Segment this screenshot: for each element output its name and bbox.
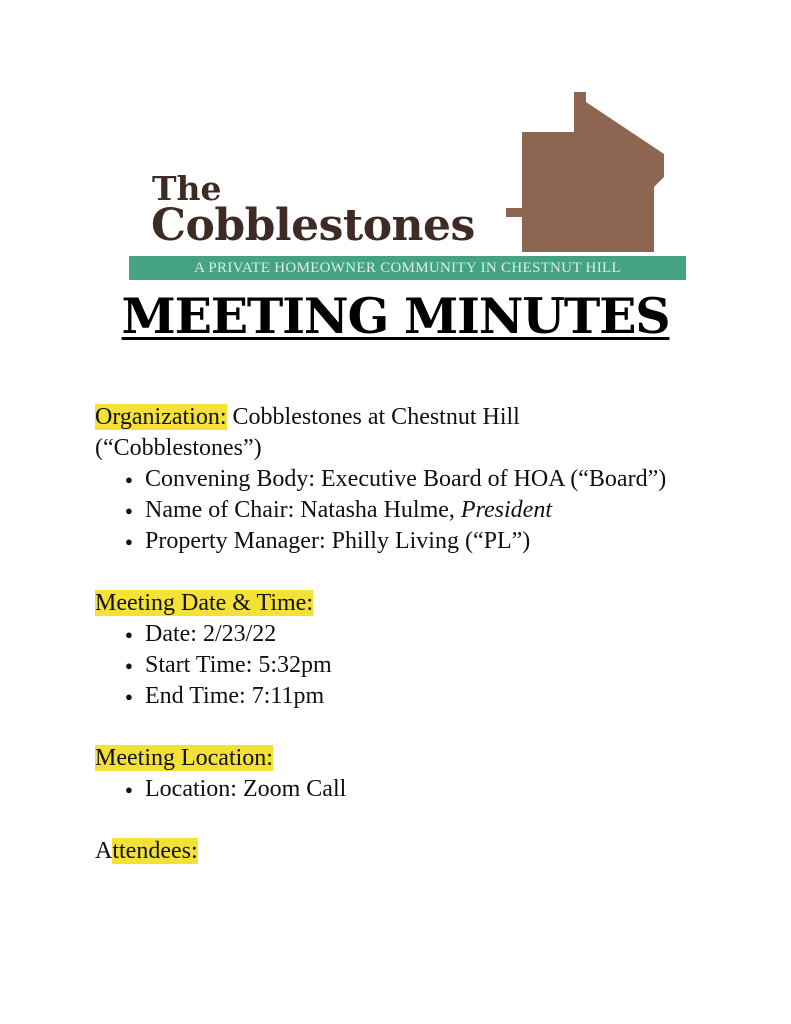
list-item-text: Convening Body: Executive Board of HOA (“Board”) — [145, 466, 667, 492]
list-item — [125, 619, 735, 650]
list-item — [125, 650, 735, 681]
meeting-time-label: Meeting Date & Time: — [95, 590, 313, 616]
list-item — [125, 774, 735, 805]
chair-title: President — [460, 497, 552, 523]
house-icon — [506, 92, 668, 252]
minutes-body — [95, 402, 735, 867]
organization-value-cont: (“Cobblestones”) — [95, 435, 262, 461]
attendees-label-plain: A — [95, 838, 113, 864]
list-item — [125, 526, 735, 557]
list-item-text: Location: Zoom Call — [145, 776, 347, 802]
list-item-text: End Time: 7:11pm — [145, 683, 325, 709]
meeting-location-label: Meeting Location: — [95, 745, 273, 771]
logo-tagline: A PRIVATE HOMEOWNER COMMUNITY IN CHESTNUT HILL — [194, 260, 621, 276]
organization-section — [95, 402, 735, 464]
organization-label: Organization: — [95, 404, 227, 430]
meeting-location-list — [95, 774, 735, 805]
attendees-section — [95, 836, 735, 867]
organization-value: Cobblestones at Chestnut Hill — [226, 404, 520, 430]
logo-the: The — [152, 169, 222, 208]
meeting-time-section — [95, 588, 735, 619]
attendees-label: ttendees: — [112, 838, 198, 864]
meeting-time-list — [95, 619, 735, 712]
list-item-text: Property Manager: Philly Living (“PL”) — [145, 528, 531, 554]
list-item-text: Date: 2/23/22 — [145, 621, 277, 647]
list-item — [125, 495, 735, 526]
list-item-text: Start Time: 5:32pm — [145, 652, 332, 678]
cobblestones-logo — [0, 0, 791, 290]
logo-name: Cobblestones — [151, 200, 475, 251]
list-item — [125, 681, 735, 712]
page-title: MEETING MINUTES — [121, 287, 670, 345]
list-item — [125, 464, 735, 495]
organization-list — [95, 464, 735, 557]
list-item-text: Name of Chair: Natasha Hulme, — [145, 497, 461, 523]
meeting-location-section — [95, 743, 735, 774]
